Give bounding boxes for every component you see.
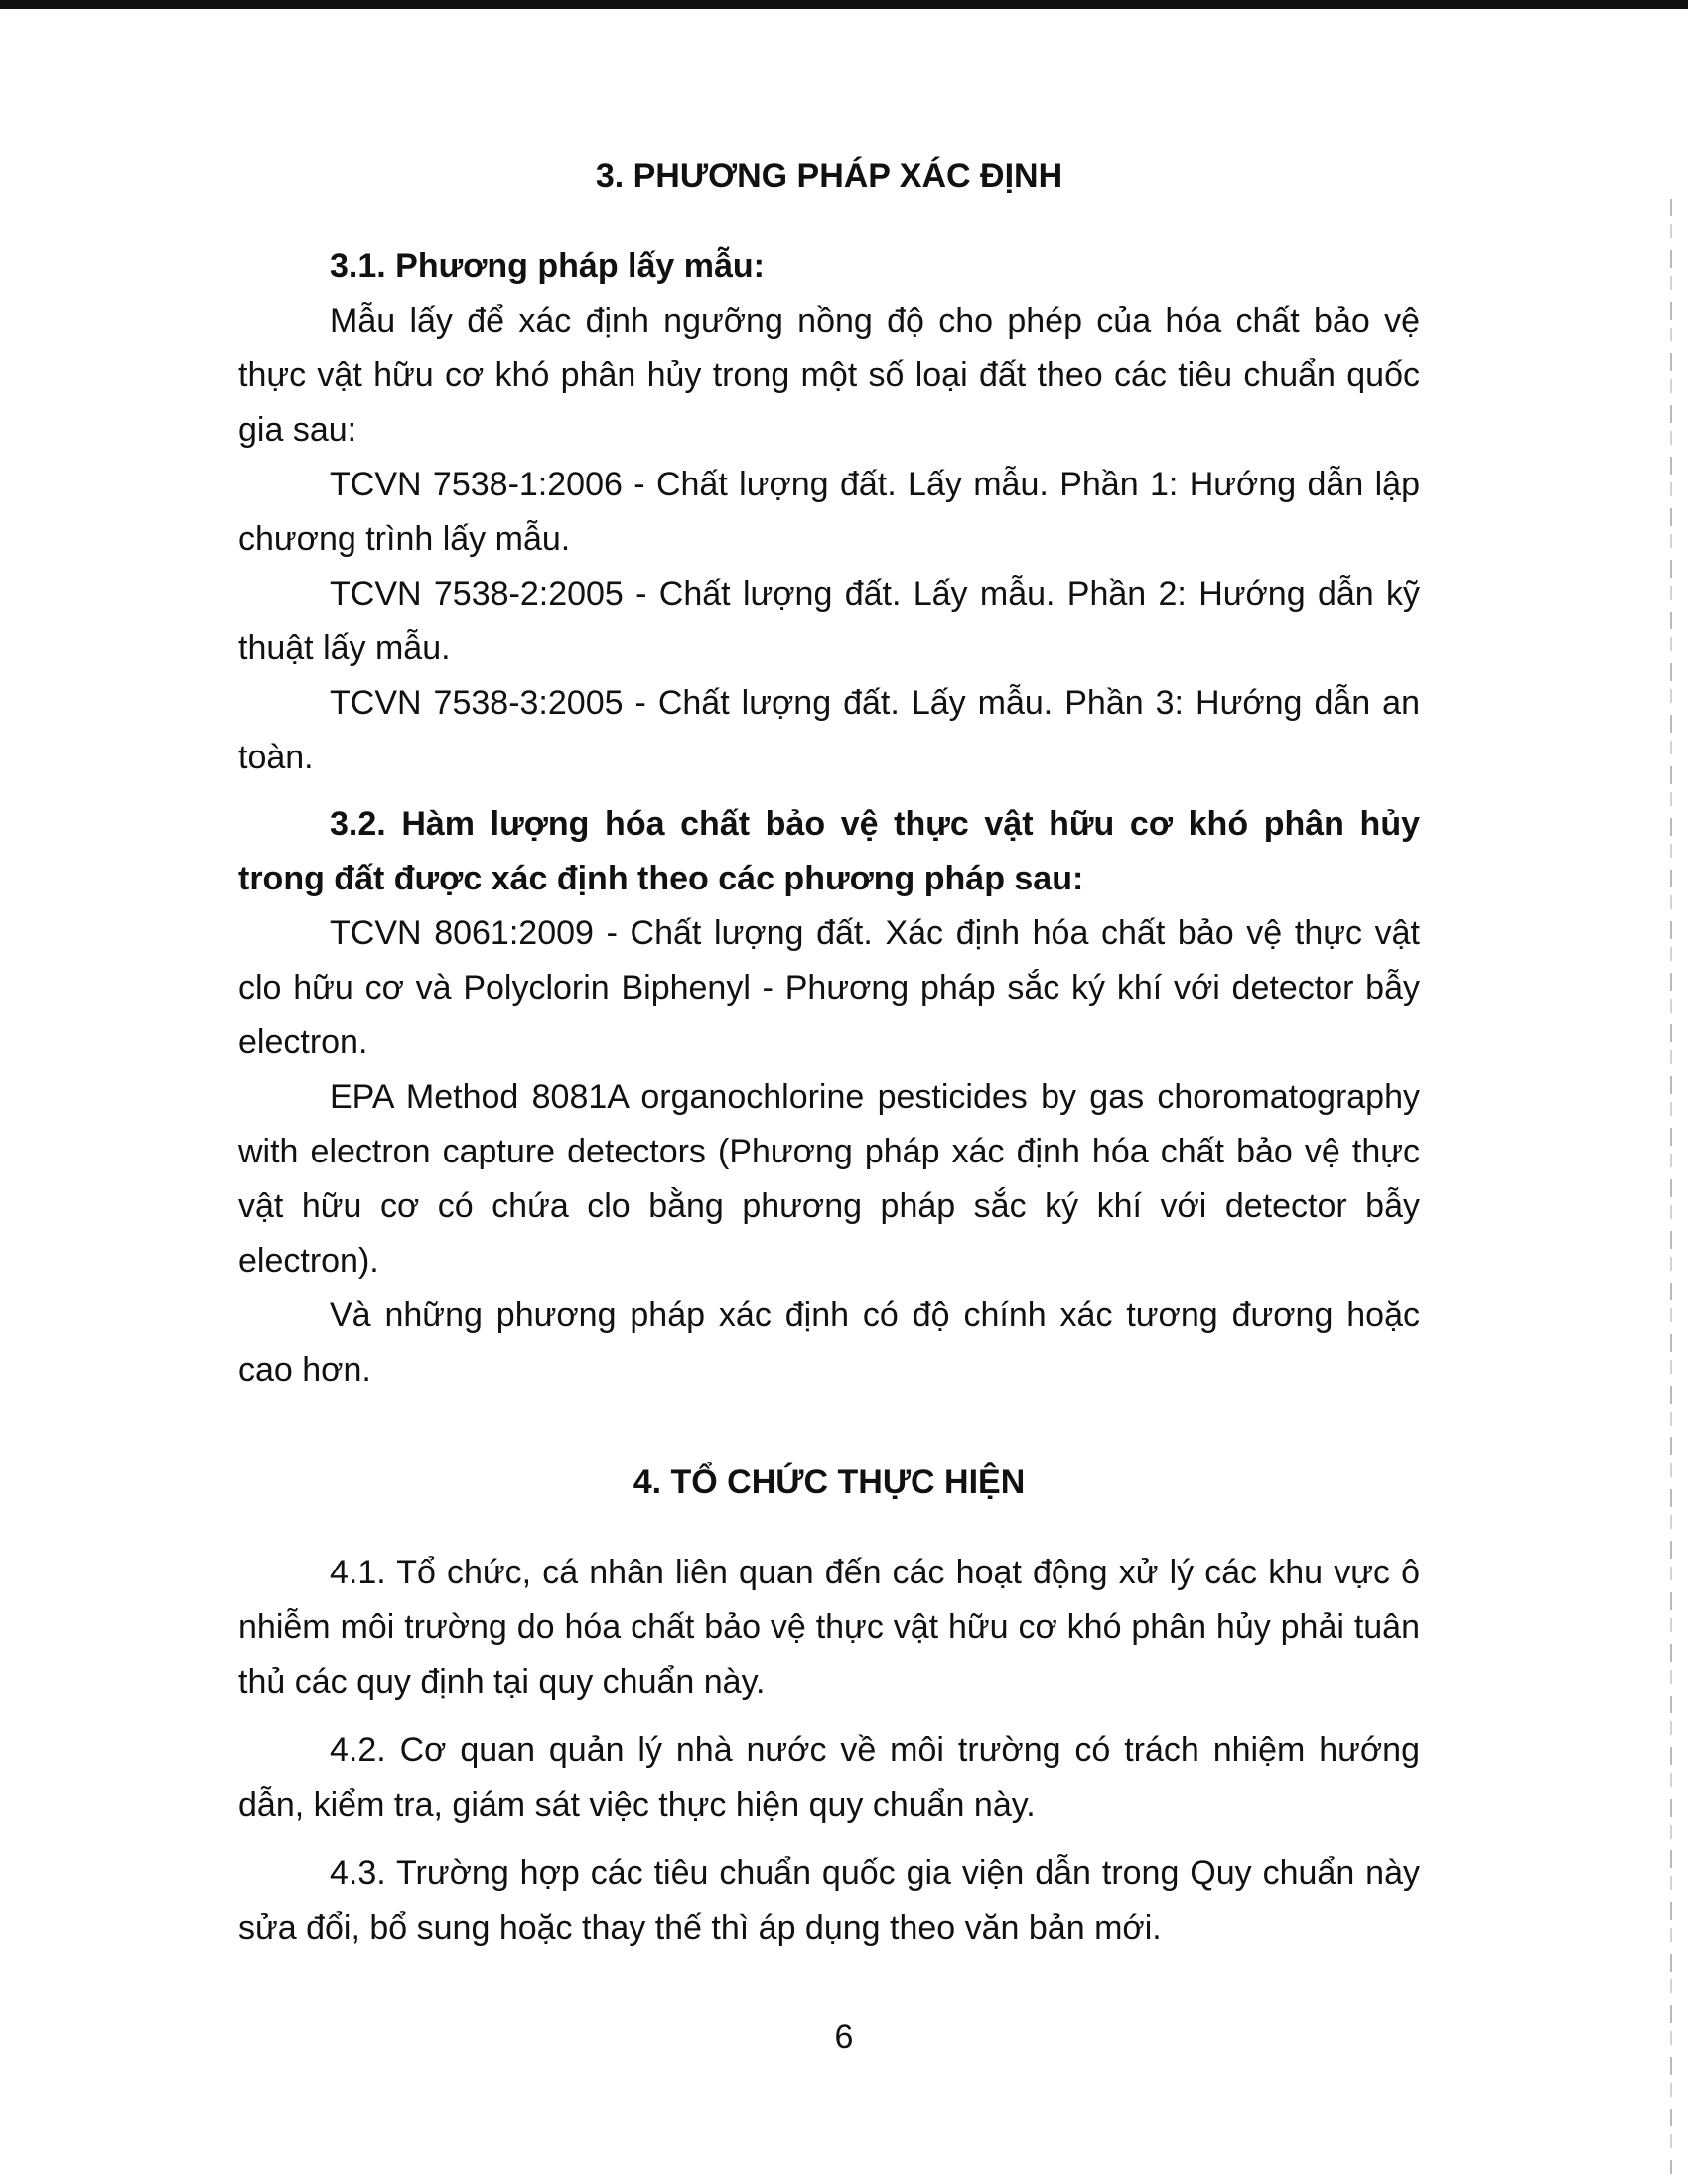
subsection-3-2-heading: 3.2. Hàm lượng hóa chất bảo vệ thực vật hữu cơ khó phân hủy trong đất được xác định theo các phương pháp sau: — [238, 805, 1420, 897]
subsection-3-1-intro: Mẫu lấy để xác định ngưỡng nồng độ cho phép của hóa chất bảo vệ thực vật hữu cơ khó phân hủy trong một số loại đất theo các tiêu chuẩn quốc gia sau: — [238, 302, 1420, 449]
implementation-item: 4.3. Trường hợp các tiêu chuẩn quốc gia viện dẫn trong Quy chuẩn này sửa đổi, bổ sung hoặc thay thế thì áp dụng theo văn bản mới. — [238, 1854, 1420, 1947]
standard-item: TCVN 7538-1:2006 - Chất lượng đất. Lấy mẫu. Phần 1: Hướng dẫn lập chương trình lấy mẫu. — [238, 466, 1420, 558]
method-item: EPA Method 8081A organochlorine pesticides by gas choromatography with electron capture detectors (Phương pháp xác định hóa chất bảo vệ thực vật hữu cơ có chứa clo bằng phương pháp sắc ký khí với detector bẫy electron). — [238, 1078, 1420, 1280]
standard-item: TCVN 7538-3:2005 - Chất lượng đất. Lấy mẫu. Phần 3: Hướng dẫn an toàn. — [238, 684, 1420, 776]
subsection-3-1-heading: 3.1. Phương pháp lấy mẫu: — [330, 247, 765, 285]
scan-right-edge — [1670, 199, 1672, 2174]
standard-item: TCVN 7538-2:2005 - Chất lượng đất. Lấy mẫu. Phần 2: Hướng dẫn kỹ thuật lấy mẫu. — [238, 575, 1420, 667]
implementation-item: 4.2. Cơ quan quản lý nhà nước về môi trường có trách nhiệm hướng dẫn, kiểm tra, giám sát việc thực hiện quy chuẩn này. — [238, 1731, 1420, 1824]
page-number: 6 — [834, 2018, 854, 2056]
method-item: TCVN 8061:2009 - Chất lượng đất. Xác định hóa chất bảo vệ thực vật clo hữu cơ và Polyclorin Biphenyl - Phương pháp sắc ký khí với detector bẫy electron. — [238, 914, 1420, 1061]
scan-top-border — [0, 0, 1688, 9]
implementation-item: 4.1. Tổ chức, cá nhân liên quan đến các hoạt động xử lý các khu vực ô nhiễm môi trường do hóa chất bảo vệ thực vật hữu cơ khó phân hủy phải tuân thủ các quy định tại quy chuẩn này. — [238, 1554, 1420, 1701]
method-item: Và những phương pháp xác định có độ chính xác tương đương hoặc cao hơn. — [238, 1297, 1420, 1389]
section-4-title: 4. TỔ CHỨC THỰC HIỆN — [633, 1463, 1026, 1501]
document-page — [238, 149, 1420, 1956]
section-3-title: 3. PHƯƠNG PHÁP XÁC ĐỊNH — [595, 157, 1063, 195]
